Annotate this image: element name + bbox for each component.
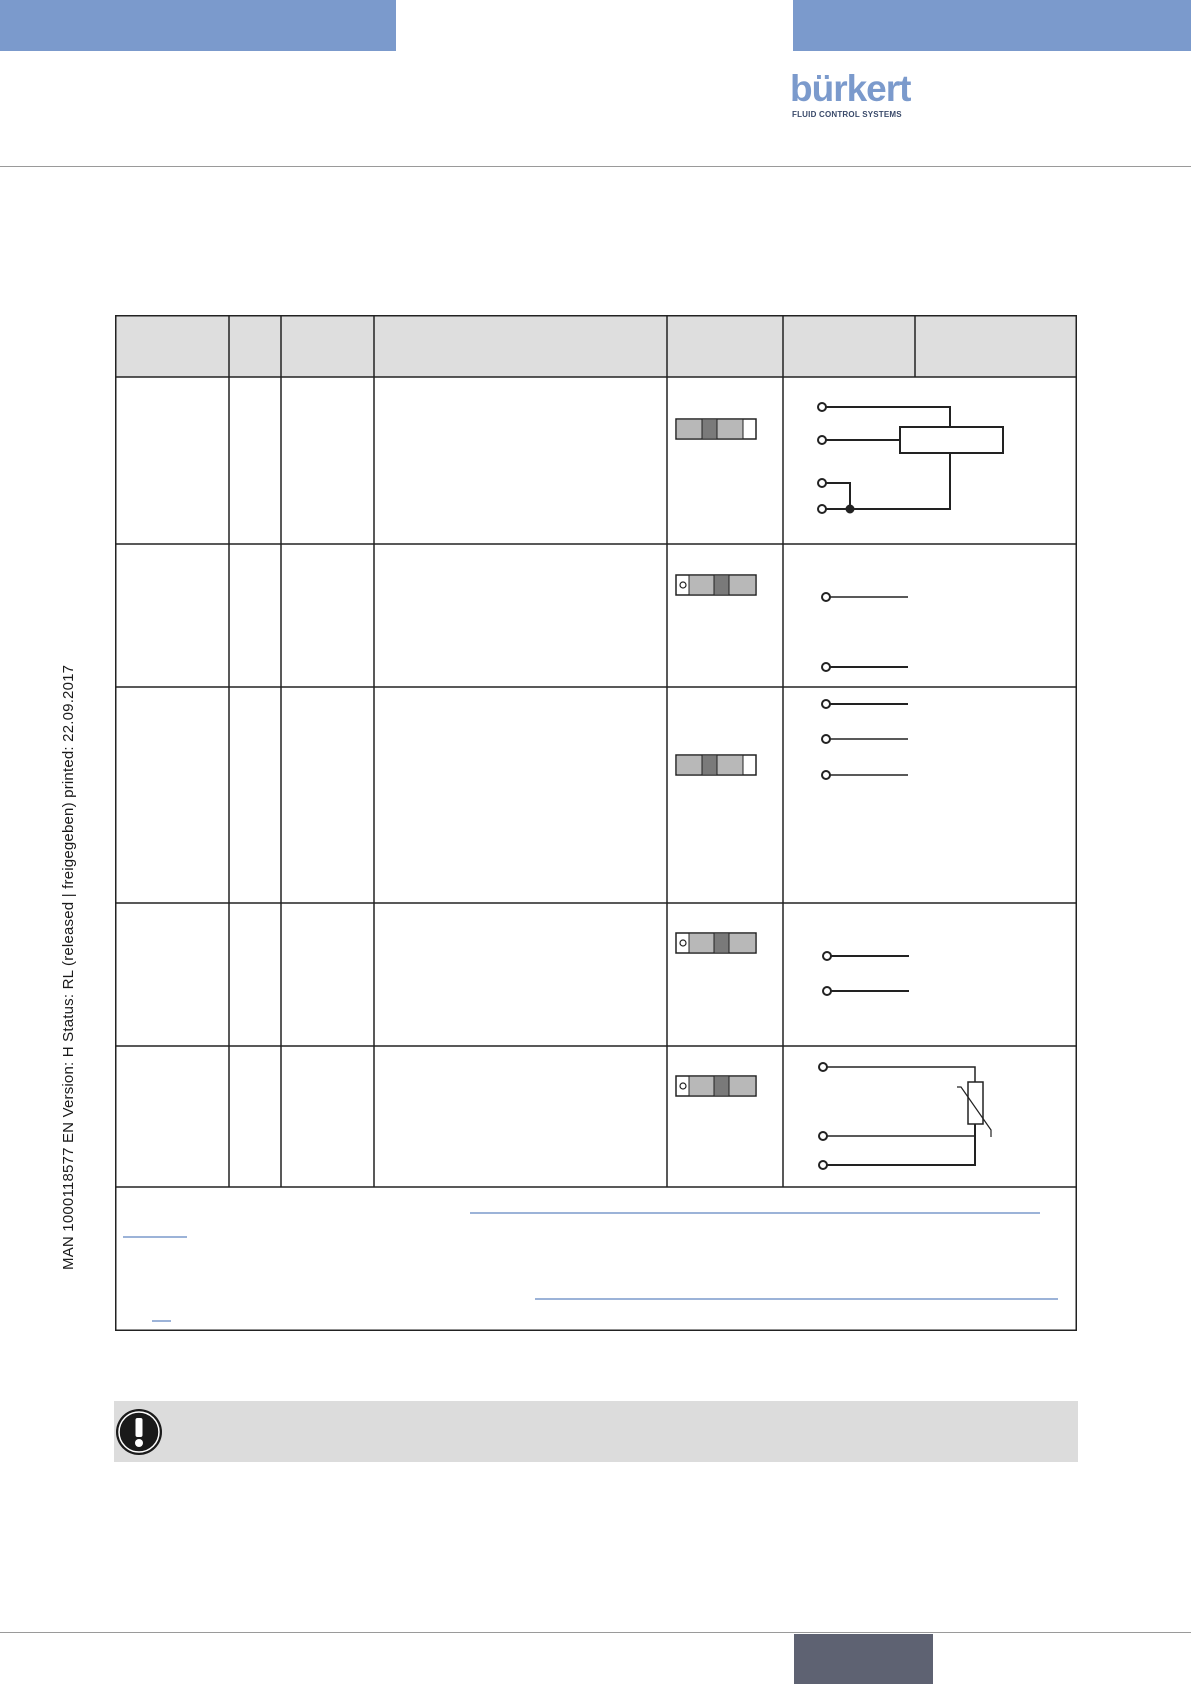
footer-divider [0,1632,1191,1633]
exclamation-icon [114,1407,164,1457]
document-status-note: MAN 1000118577 EN Version: H Status: RL (released | freigegeben) printed: 22.09.2017 [60,664,77,1270]
column-separators [229,315,915,1187]
wiring-diagram-row5 [819,1063,991,1169]
table-header-row [115,315,1077,377]
header-band-right [793,0,1191,51]
table-graphic [115,315,1077,1331]
connector-icon-row4 [676,933,756,953]
notice-box [114,1401,1078,1462]
footer-page-tab [794,1634,933,1684]
corner-mark [1182,1656,1191,1684]
terminal-assignment-table [115,315,1077,1331]
burkert-logo [790,68,920,122]
connector-icon-row2 [676,575,756,595]
header-band-left [0,0,396,51]
row-separators [115,377,1077,1187]
logo-tagline: FLUID CONTROL SYSTEMS [792,110,902,119]
connector-icon-row3 [676,755,756,775]
wiring-diagram-row4 [823,952,909,995]
wiring-diagram-row1 [818,403,1003,513]
connector-icon-row1 [676,419,756,439]
wiring-diagram-row2 [822,593,908,671]
connector-icon-row5 [676,1076,756,1096]
header-divider [0,166,1191,167]
wiring-diagram-row3 [822,700,908,779]
note-link-underlines [123,1213,1058,1321]
logo-wordmark: bürkert [790,68,911,109]
table-border [116,316,1077,1331]
